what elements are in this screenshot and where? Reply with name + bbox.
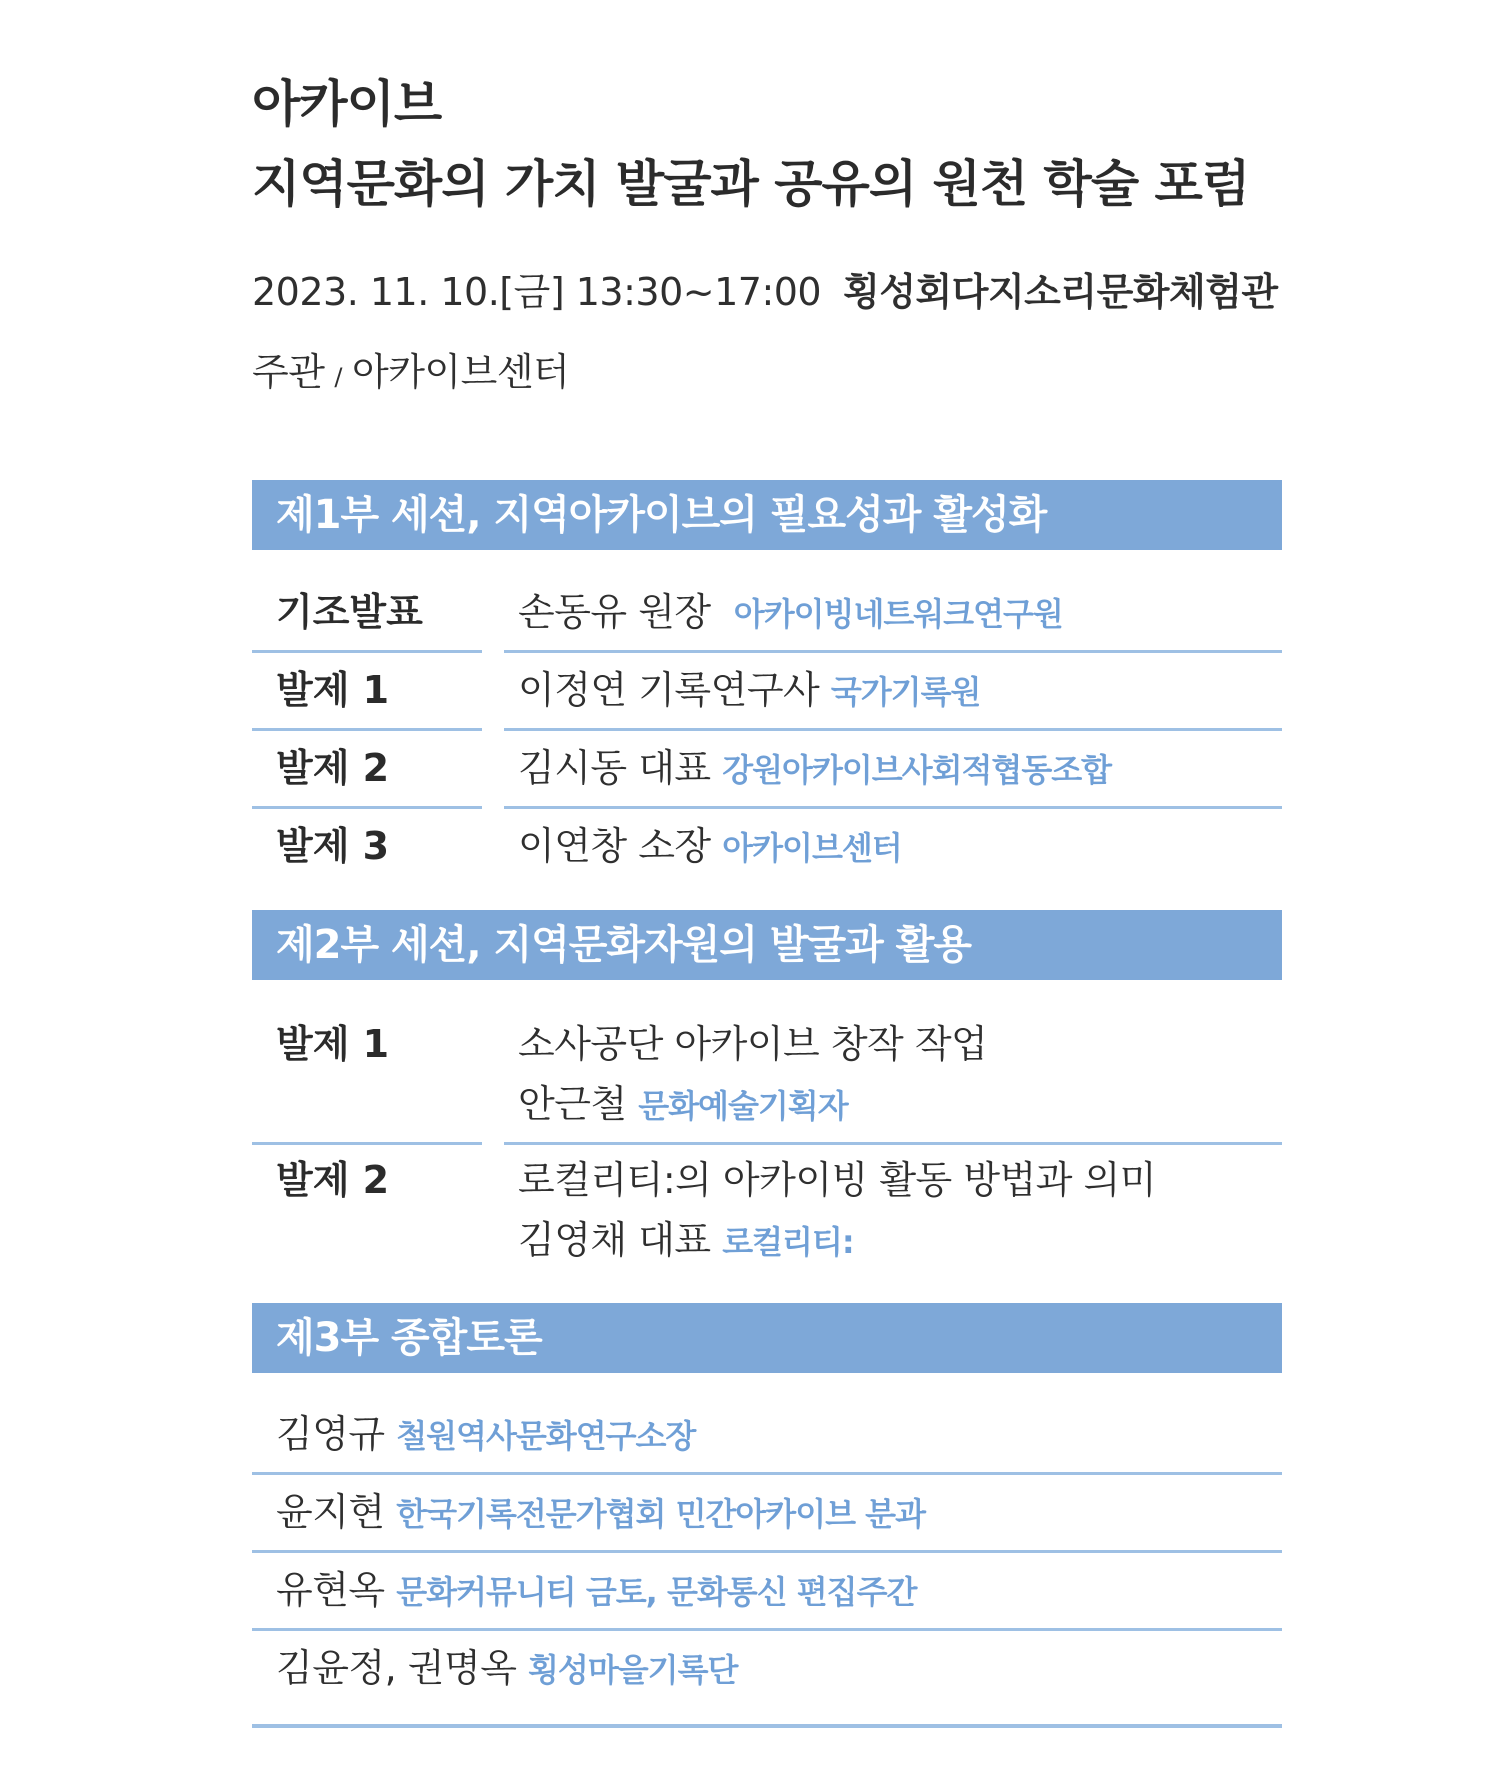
row-content <box>518 588 1063 638</box>
panelist-name: 김영규 <box>276 1412 385 1456</box>
row-content <box>518 744 1111 794</box>
session-1-header: 제1부 세션, 지역아카이브의 필요성과 활성화 <box>252 480 1282 550</box>
row-content <box>276 1410 695 1460</box>
row-content <box>518 1080 848 1130</box>
row-content <box>518 666 980 716</box>
date-venue-line <box>252 270 1278 314</box>
panelist-name: 김윤정, 권명옥 <box>276 1646 517 1690</box>
row-divider <box>252 806 482 809</box>
row-divider <box>504 728 1282 731</box>
row-content <box>276 1566 916 1616</box>
organizer-separator: / <box>334 363 343 391</box>
organizer-name: 아카이브센터 <box>352 350 570 394</box>
presenter-name: 김영채 대표 <box>518 1218 711 1262</box>
presenter-name: 김시동 대표 <box>518 746 711 790</box>
row-divider <box>252 650 482 653</box>
presenter-org: 아카이브센터 <box>722 829 902 867</box>
row-divider <box>504 806 1282 809</box>
organizer-line <box>252 350 569 399</box>
session-3-header: 제3부 종합토론 <box>252 1303 1282 1373</box>
presenter-org: 문화예술기획자 <box>638 1087 848 1125</box>
event-datetime: 2023. 11. 10.[금] 13:30~17:00 <box>252 270 822 314</box>
row-divider <box>504 1142 1282 1145</box>
panelist-org: 횡성마을기록단 <box>528 1651 738 1689</box>
presenter-name: 이연창 소장 <box>518 824 711 868</box>
panelist-org: 한국기록전문가협회 민간아카이브 분과 <box>396 1495 926 1533</box>
organizer-label: 주관 <box>252 350 325 394</box>
row-divider <box>252 1472 1282 1475</box>
row-content <box>518 1216 854 1266</box>
panelist-name: 유현옥 <box>276 1568 385 1612</box>
title-line-1: 아카이브 <box>252 75 442 133</box>
row-content <box>276 1644 737 1694</box>
presentation-topic: 로컬리티:의 아카이빙 활동 방법과 의미 <box>518 1158 1156 1202</box>
row-label: 기조발표 <box>276 590 423 634</box>
event-venue: 횡성회다지소리문화체험관 <box>843 270 1278 314</box>
row-content <box>518 822 902 872</box>
row-content <box>276 1488 925 1538</box>
presenter-org: 아카이빙네트워크연구원 <box>733 595 1063 633</box>
row-label: 발제 3 <box>276 824 390 868</box>
row-label: 발제 1 <box>276 668 390 712</box>
presenter-org: 국가기록원 <box>830 673 981 711</box>
row-divider <box>252 1550 1282 1553</box>
row-divider <box>252 728 482 731</box>
presenter-name: 안근철 <box>518 1082 627 1126</box>
panelist-org: 문화커뮤니티 금토, 문화통신 편집주간 <box>396 1573 917 1611</box>
presenter-name: 이정연 기록연구사 <box>518 668 820 712</box>
panelist-name: 윤지현 <box>276 1490 385 1534</box>
row-label: 발제 1 <box>276 1022 390 1066</box>
row-divider <box>504 650 1282 653</box>
presenter-org: 강원아카이브사회적협동조합 <box>722 751 1112 789</box>
session-2-header: 제2부 세션, 지역문화자원의 발굴과 활용 <box>252 910 1282 980</box>
panelist-org: 철원역사문화연구소장 <box>396 1417 696 1455</box>
presentation-topic: 소사공단 아카이브 창작 작업 <box>518 1022 988 1066</box>
presenter-name: 손동유 원장 <box>518 590 711 634</box>
bottom-rule <box>252 1724 1282 1728</box>
row-divider <box>252 1628 1282 1631</box>
title-line-2: 지역문화의 가치 발굴과 공유의 원천 학술 포럼 <box>252 155 1250 213</box>
row-label: 발제 2 <box>276 1158 390 1202</box>
row-label: 발제 2 <box>276 746 390 790</box>
row-divider <box>252 1142 482 1145</box>
presenter-org: 로컬리티: <box>722 1223 854 1261</box>
